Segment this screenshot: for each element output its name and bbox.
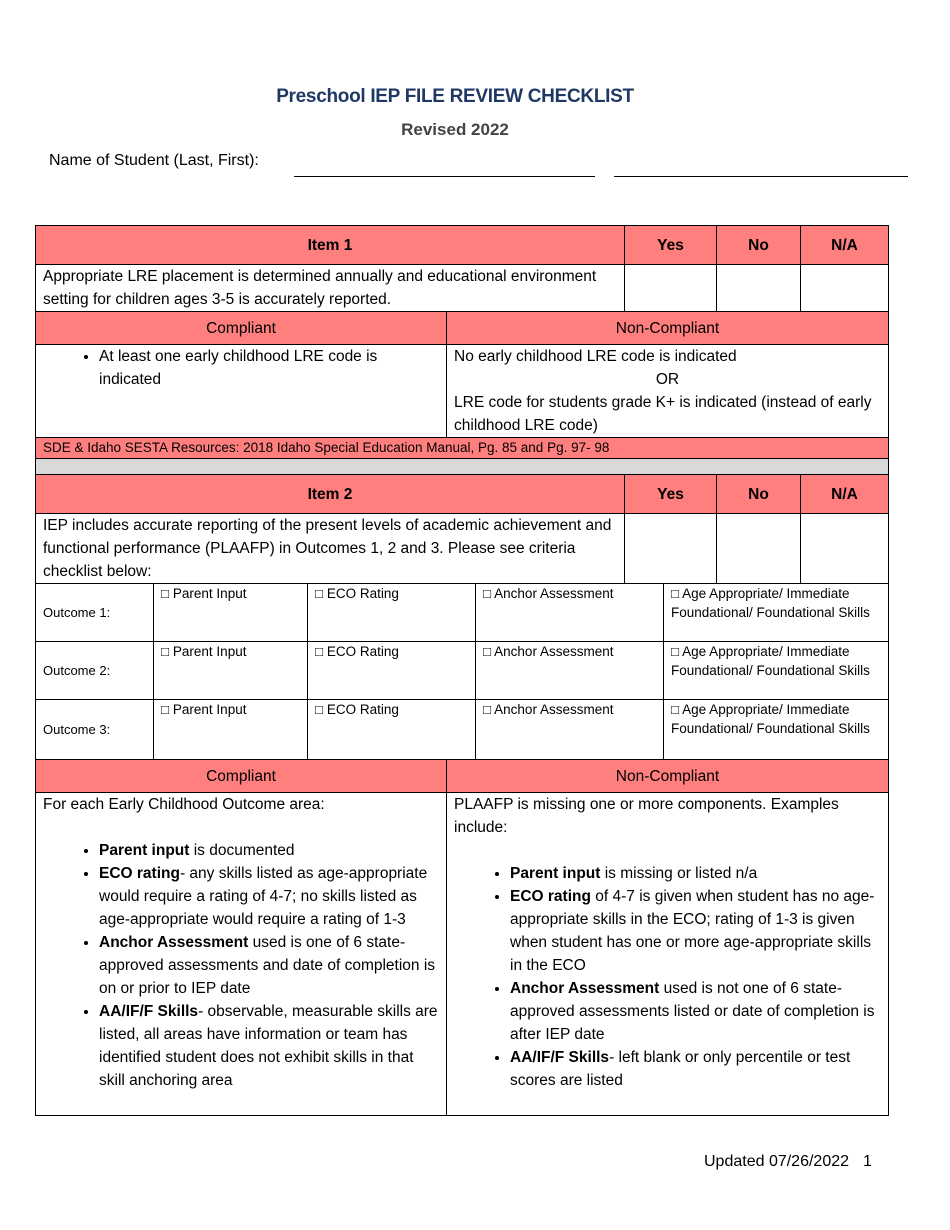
item2-table <box>35 474 889 584</box>
compliant-intro: For each Early Childhood Outcome area: <box>43 796 325 813</box>
student-name-line-last[interactable] <box>294 176 595 177</box>
item1-compliant-header: Compliant <box>36 312 447 345</box>
item1-noncompliant-header: Non-Compliant <box>447 312 889 345</box>
item2-na-header: N/A <box>801 475 889 514</box>
item1-na-cell[interactable] <box>801 265 889 312</box>
item1-no-cell[interactable] <box>717 265 801 312</box>
item2-noncompliant-cell <box>447 793 889 1116</box>
student-name-line-first[interactable] <box>614 176 908 177</box>
item1-noncompliant-cell <box>447 345 889 438</box>
section-divider <box>36 459 889 476</box>
list-item: • AA/IF/F Skills- observable, measurable skills are listed, all areas have information or team has identified student does not exhibit skills in that skill anchoring area <box>99 1000 439 1092</box>
outcome-label: Outcome 2: <box>36 642 154 700</box>
item2-heading: Item 2 <box>36 475 625 514</box>
updated-date: Updated 07/26/2022 <box>704 1153 850 1170</box>
anchor-assessment-checkbox[interactable]: □ Anchor Assessment <box>476 700 664 760</box>
item1-na-header: N/A <box>801 226 889 265</box>
item1-compliant-cell <box>36 345 447 438</box>
list-item: • Anchor Assessment used is one of 6 state-approved assessments and date of completion is on or prior to IEP date <box>99 931 439 1000</box>
item1-table <box>35 225 889 476</box>
anchor-assessment-checkbox[interactable]: □ Anchor Assessment <box>476 642 664 700</box>
item1-yes-cell[interactable] <box>625 265 717 312</box>
list-item: • AA/IF/F Skills- left blank or only percentile or test scores are listed <box>510 1046 881 1092</box>
item2-no-header: No <box>717 475 801 514</box>
table-row <box>36 642 889 700</box>
item1-description: Appropriate LRE placement is determined annually and educational environment setting for children ages 3-5 is accurately reported. <box>36 265 625 312</box>
item2-compliant-cell <box>36 793 447 1116</box>
item2-compliant-header: Compliant <box>36 760 447 793</box>
item2-noncompliant-header: Non-Compliant <box>447 760 889 793</box>
student-name-label: Name of Student (Last, First): <box>49 152 259 169</box>
outcomes-table <box>35 583 889 760</box>
eco-rating-checkbox[interactable]: □ ECO Rating <box>308 700 476 760</box>
page-number: 1 <box>863 1153 872 1170</box>
skills-checkbox[interactable]: □ Age Appropriate/ Immediate Foundational/ Foundational Skills <box>664 700 889 760</box>
list-item: • ECO rating of 4-7 is given when student has no age-appropriate skills in the ECO; rating of 1-3 is given when student has one or more age-appropriate skills in the ECO <box>510 885 881 977</box>
item1-heading: Item 1 <box>36 226 625 265</box>
document-subtitle: Revised 2022 <box>401 120 509 139</box>
item2-no-cell[interactable] <box>717 514 801 584</box>
eco-rating-checkbox[interactable]: □ ECO Rating <box>308 642 476 700</box>
skills-checkbox[interactable]: □ Age Appropriate/ Immediate Foundational/ Foundational Skills <box>664 642 889 700</box>
item1-resources: SDE & Idaho SESTA Resources: 2018 Idaho Special Education Manual, Pg. 85 and Pg. 97- 98 <box>36 438 889 459</box>
parent-input-checkbox[interactable]: □ Parent Input <box>154 700 308 760</box>
item2-yes-cell[interactable] <box>625 514 717 584</box>
item2-description: IEP includes accurate reporting of the present levels of academic achievement and functional performance (PLAAFP) in Outcomes 1, 2 and 3. Please see criteria checklist below: <box>36 514 625 584</box>
list-item: • ECO rating- any skills listed as age-appropriate would require a rating of 4-7; no skills listed as age-appropriate would require a rating of 1-3 <box>99 862 439 931</box>
parent-input-checkbox[interactable]: □ Parent Input <box>154 642 308 700</box>
item2-yes-header: Yes <box>625 475 717 514</box>
list-item: • Parent input is documented <box>99 839 439 862</box>
item2-na-cell[interactable] <box>801 514 889 584</box>
eco-rating-checkbox[interactable]: □ ECO Rating <box>308 584 476 642</box>
list-item: • At least one early childhood LRE code is indicated <box>99 345 439 391</box>
table-row <box>36 700 889 760</box>
table-row <box>36 584 889 642</box>
list-item: • Parent input is missing or listed n/a <box>510 862 881 885</box>
outcome-label: Outcome 1: <box>36 584 154 642</box>
document-title: Preschool IEP FILE REVIEW CHECKLIST <box>276 86 634 107</box>
list-item: • Anchor Assessment used is not one of 6 state-approved assessments listed or date of completion is after IEP date <box>510 977 881 1046</box>
noncompliant-intro: PLAAFP is missing one or more components. Examples include: <box>454 796 839 836</box>
item2-compliance-table <box>35 759 889 1116</box>
noncompliant-or: OR <box>655 371 680 388</box>
noncompliant-line: LRE code for students grade K+ is indicated (instead of early childhood LRE code) <box>454 394 872 434</box>
item1-no-header: No <box>717 226 801 265</box>
anchor-assessment-checkbox[interactable]: □ Anchor Assessment <box>476 584 664 642</box>
item1-yes-header: Yes <box>625 226 717 265</box>
skills-checkbox[interactable]: □ Age Appropriate/ Immediate Foundational/ Foundational Skills <box>664 584 889 642</box>
outcome-label: Outcome 3: <box>36 700 154 760</box>
page-footer <box>704 1153 872 1171</box>
noncompliant-line: No early childhood LRE code is indicated <box>454 348 737 365</box>
parent-input-checkbox[interactable]: □ Parent Input <box>154 584 308 642</box>
